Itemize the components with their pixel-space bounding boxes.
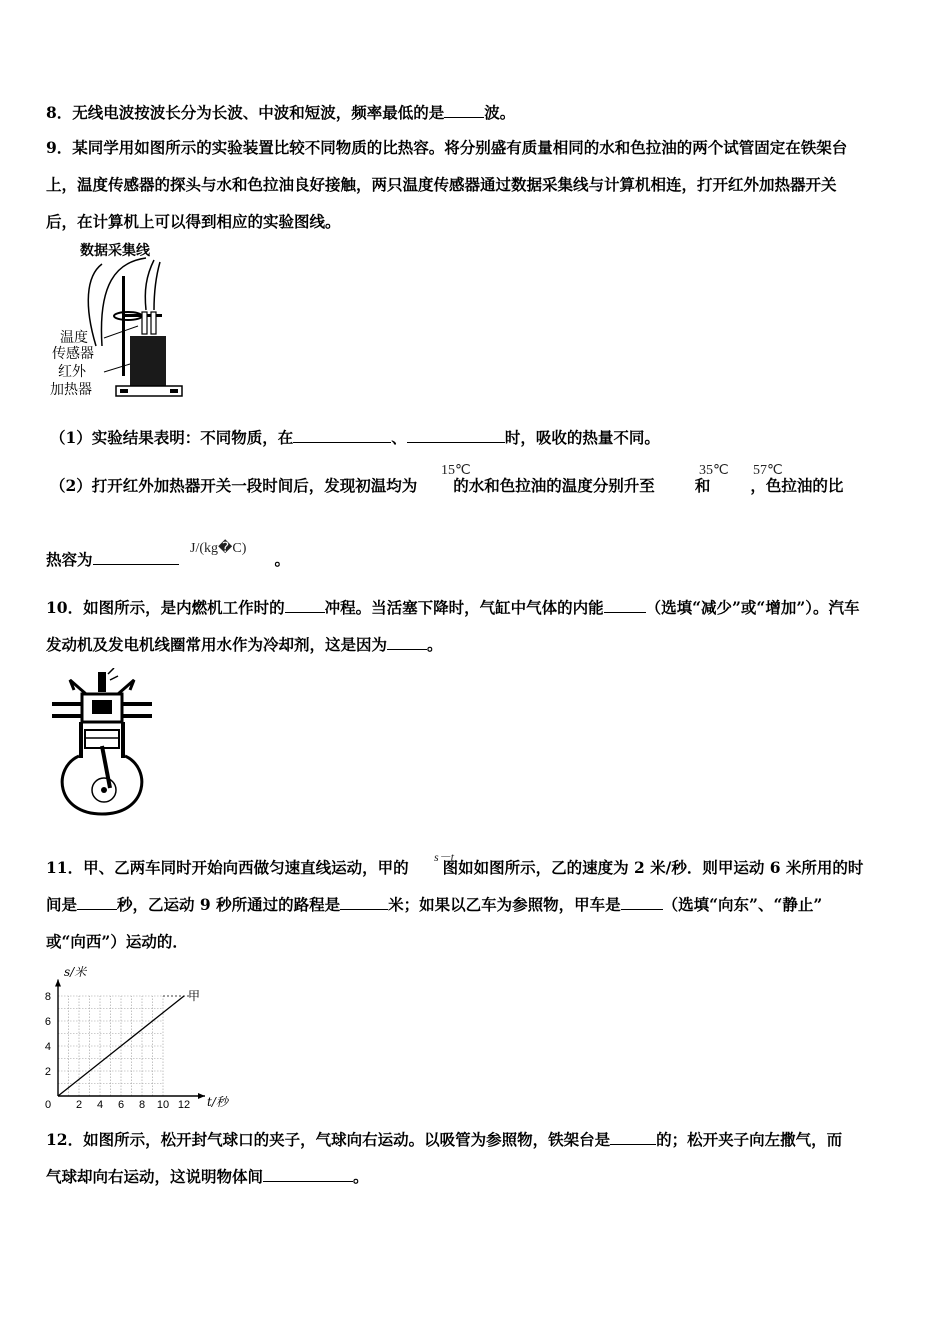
- spark-plug: [98, 672, 106, 692]
- question-10-line-2: 发动机及发电机线圈常用水作为冷却剂，这是因为 。: [46, 635, 443, 654]
- question-11-line-3: 或“向西”）运动的．: [46, 932, 188, 951]
- y-tick-label: 6: [44, 1016, 51, 1028]
- y-tick-label: 4: [44, 1041, 51, 1053]
- answer-blank: [77, 895, 117, 910]
- label-sensor: 温度: [60, 330, 88, 346]
- x-tick-label: 8: [138, 1099, 146, 1111]
- question-12-line-2: 气球却向右运动，这说明物体间 。: [46, 1167, 369, 1186]
- cable-line: [154, 262, 160, 310]
- x-tick-label: 2: [75, 1099, 83, 1111]
- y-tick-label: 2: [44, 1066, 51, 1078]
- question-9-sub-1: （1）实验结果表明：不同物质，在 、 时，吸收的热量不同。: [50, 428, 660, 447]
- x-tick-label: 12: [177, 1099, 191, 1111]
- label-data-cable: 数据采集线: [80, 243, 150, 259]
- intake-valve: [70, 680, 86, 694]
- x-axis-label: t/秒: [207, 1095, 228, 1109]
- test-tube-oil: [151, 312, 156, 334]
- stand-rod: [122, 276, 125, 376]
- question-9-sub-2-line-1: （2）打开红外加热器开关一段时间后，发现初温均为 的水和色拉油的温度分别升至 和 ，色拉油的比: [50, 476, 844, 495]
- test-tube-water: [142, 312, 147, 334]
- answer-blank: [285, 598, 325, 613]
- label-sensor: 传感器: [52, 346, 94, 362]
- specific-heat-unit: J/(kg�C): [190, 541, 247, 556]
- engine-cylinder-figure: [52, 668, 152, 818]
- y-axis-label: s/米: [64, 965, 87, 979]
- x-tick-label: 0: [44, 1099, 52, 1111]
- crankcase: [62, 756, 142, 814]
- heating-apparatus-figure: [46, 236, 186, 408]
- answer-blank: [387, 635, 427, 650]
- question-8: 8．无线电波按波长分为长波、中波和短波，频率最低的是 波。: [46, 103, 516, 122]
- x-tick-label: 4: [96, 1099, 104, 1111]
- answer-blank: [444, 103, 484, 118]
- question-10-line-1: 10．如图所示，是内燃机工作时的 冲程。当活塞下降时，气缸中气体的内能 （选填“减少”或“增加”）。汽车: [46, 598, 860, 617]
- question-11-line-2: 间是 秒，乙运动 9 秒所通过的路程是 米；如果以乙车为参照物，甲车是 （选填“向东”、“静止”: [46, 895, 823, 914]
- answer-blank: [263, 1167, 353, 1182]
- st-graph-label: s－t: [434, 850, 455, 864]
- cable-line: [88, 264, 102, 346]
- question-9-line-1: 9．某同学用如图所示的实验装置比较不同物质的比热容。将分别盛有质量相同的水和色拉油的两个试管固定在铁架台: [46, 138, 848, 157]
- temp-water: 35℃: [699, 463, 729, 478]
- st-chart: [40, 962, 230, 1112]
- answer-blank: [621, 895, 663, 910]
- series-label: 甲: [188, 989, 201, 1003]
- cable-line: [145, 260, 154, 310]
- exhaust-valve: [118, 680, 134, 694]
- answer-blank: [407, 428, 505, 443]
- temp-oil: 57℃: [753, 463, 783, 478]
- temp-initial: 15℃: [441, 463, 471, 478]
- question-12-line-1: 12．如图所示，松开封气球口的夹子，气球向右运动。以吸管为参照物，铁架台是 的；松开夹子向左撒气，而: [46, 1130, 843, 1149]
- answer-blank: [340, 895, 388, 910]
- y-tick-label: 8: [44, 991, 51, 1003]
- question-9-sub-2-line-2: 热容为 。: [46, 550, 291, 569]
- answer-blank: [610, 1130, 656, 1145]
- y-axis-arrow: [55, 980, 61, 987]
- answer-blank: [293, 428, 391, 443]
- x-tick-label: 10: [156, 1099, 170, 1111]
- x-axis-arrow: [198, 1093, 205, 1099]
- piston: [85, 730, 119, 748]
- heater-body: [130, 336, 166, 386]
- x-tick-label: 6: [117, 1099, 125, 1111]
- label-heater: 红外: [58, 364, 86, 380]
- label-heater: 加热器: [50, 382, 92, 398]
- question-11-line-1: 11．甲、乙两车同时开始向西做匀速直线运动，甲的 图如如图所示，乙的速度为 2 米/秒．则甲运动 6 米所用的时: [46, 858, 864, 877]
- answer-blank: [604, 598, 646, 613]
- question-9-line-2: 上，温度传感器的探头与水和色拉油良好接触，两只温度传感器通过数据采集线与计算机相连，打开红外加热器开关: [46, 175, 837, 194]
- pointer-line: [104, 364, 130, 372]
- connecting-rod: [102, 746, 110, 788]
- question-9-line-3: 后，在计算机上可以得到相应的实验图线。: [46, 212, 341, 231]
- answer-blank: [93, 550, 179, 565]
